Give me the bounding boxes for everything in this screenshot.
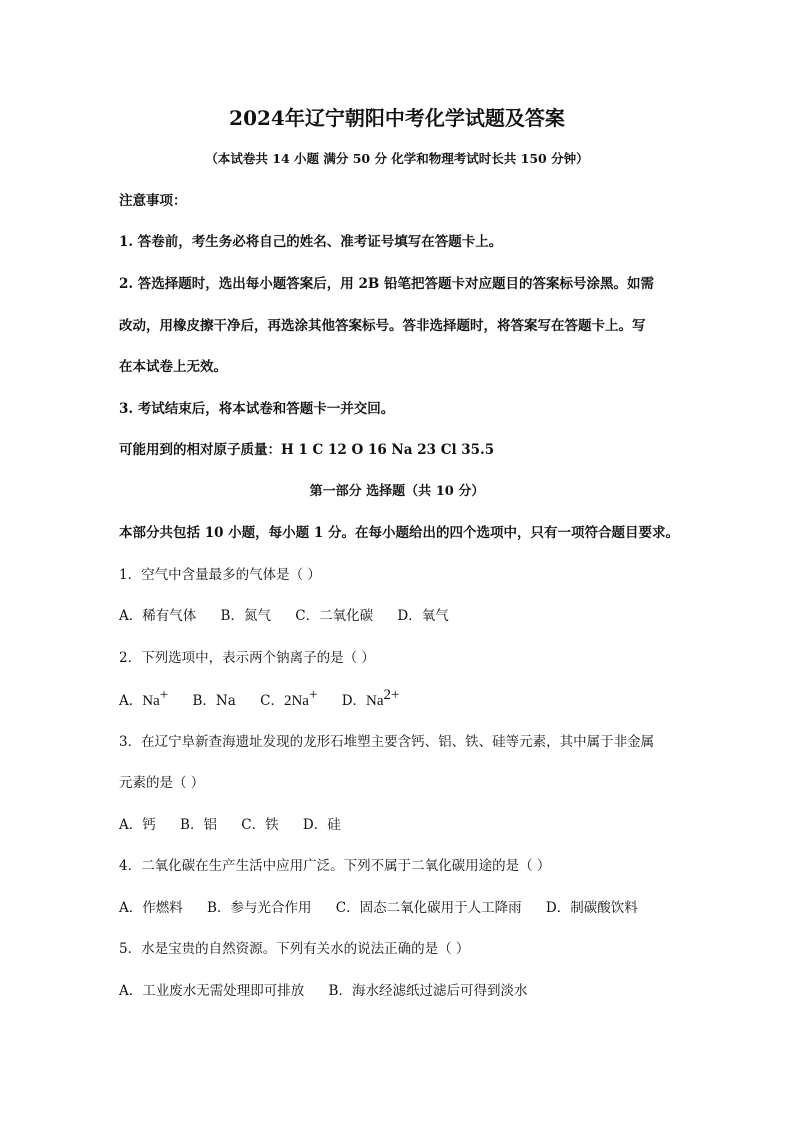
question-2-option-c xyxy=(260,687,318,710)
question-5-stem: 5．水是宝贵的自然资源。下列有关水的说法正确的是（ ） xyxy=(119,941,470,957)
formula-base: Na xyxy=(366,693,384,709)
question-2-option-a xyxy=(119,687,169,710)
question-3-option-c: C．铁 xyxy=(241,817,279,833)
question-2-stem: 2．下列选项中，表示两个钠离子的是（ ） xyxy=(119,650,375,666)
note-item-3: 3. 考试结束后，将本试卷和答题卡一并交回。 xyxy=(119,401,395,417)
formula-charge: + xyxy=(308,687,318,703)
question-1-options xyxy=(119,607,449,625)
question-4-option-a: A．作燃料 xyxy=(119,900,183,916)
page-title: 2024年辽宁朝阳中考化学试题及答案 xyxy=(229,106,565,130)
question-5-options xyxy=(119,982,527,1000)
question-4-option-c: C．固态二氧化碳用于人工降雨 xyxy=(335,900,522,916)
section-intro: 本部分共包括 10 小题，每小题 1 分。在每小题给出的四个选项中，只有一项符合题目要求。 xyxy=(119,525,679,541)
note-item-1: 1. 答卷前，考生务必将自己的姓名、准考证号填写在答题卡上。 xyxy=(119,234,503,250)
question-4-option-b: B．参与光合作用 xyxy=(207,900,312,916)
question-5-option-b: B．海水经滤纸过滤后可得到淡水 xyxy=(328,983,528,999)
question-4-option-d: D．制碳酸饮料 xyxy=(545,900,638,916)
question-1-stem: 1．空气中含量最多的气体是（ ） xyxy=(119,567,321,583)
option-label: D． xyxy=(341,693,367,709)
formula-charge: 2+ xyxy=(383,687,400,703)
question-4-options xyxy=(119,899,638,917)
question-3-options xyxy=(119,816,341,834)
question-1-option-c: C．二氧化碳 xyxy=(295,608,374,624)
question-3-option-d: D．硅 xyxy=(302,817,341,833)
option-label: C． xyxy=(260,693,284,709)
atomic-masses: 可能用到的相对原子质量：H 1 C 12 O 16 Na 23 Cl 35.5 xyxy=(119,442,495,458)
note-item-2-line-2: 改动，用橡皮擦干净后，再选涂其他答案标号。答非选择题时，将答案写在答题卡上。写 xyxy=(119,318,646,334)
question-2-option-d xyxy=(341,687,400,710)
question-3-stem-line-2: 元素的是（ ） xyxy=(119,775,205,791)
formula-charge: + xyxy=(159,687,169,703)
formula-base: 2Na xyxy=(283,693,309,709)
question-2-option-b: B．Na xyxy=(192,693,236,709)
option-label: A． xyxy=(119,693,143,709)
note-item-2-line-3: 在本试卷上无效。 xyxy=(119,359,227,375)
question-1-option-d: D．氧气 xyxy=(397,608,449,624)
formula-base: Na xyxy=(142,693,160,709)
note-item-2-line-1: 2. 答选择题时，选出每小题答案后，用 2B 铅笔把答题卡对应题目的答案标号涂黑。如需 xyxy=(119,276,654,292)
question-1-option-b: B．氮气 xyxy=(220,608,271,624)
question-3-stem-line-1: 3．在辽宁阜新查海遗址发现的龙形石堆塑主要含钙、铝、铁、硅等元素，其中属于非金属 xyxy=(119,734,655,750)
question-1-option-a: A．稀有气体 xyxy=(119,608,197,624)
question-2-options xyxy=(119,687,400,710)
question-3-option-b: B．铝 xyxy=(180,817,217,833)
exam-info-subtitle: （本试卷共 14 小题 满分 50 分 化学和物理考试时长共 150 分钟） xyxy=(205,151,589,166)
question-5-option-a: A．工业废水无需处理即可排放 xyxy=(119,983,305,999)
question-4-stem: 4．二氧化碳在生产生活中应用广泛。下列不属于二氧化碳用途的是（ ） xyxy=(119,858,551,874)
question-3-option-a: A．钙 xyxy=(119,817,156,833)
section-title: 第一部分 选择题（共 10 分） xyxy=(309,484,485,499)
notes-heading: 注意事项： xyxy=(119,193,187,209)
